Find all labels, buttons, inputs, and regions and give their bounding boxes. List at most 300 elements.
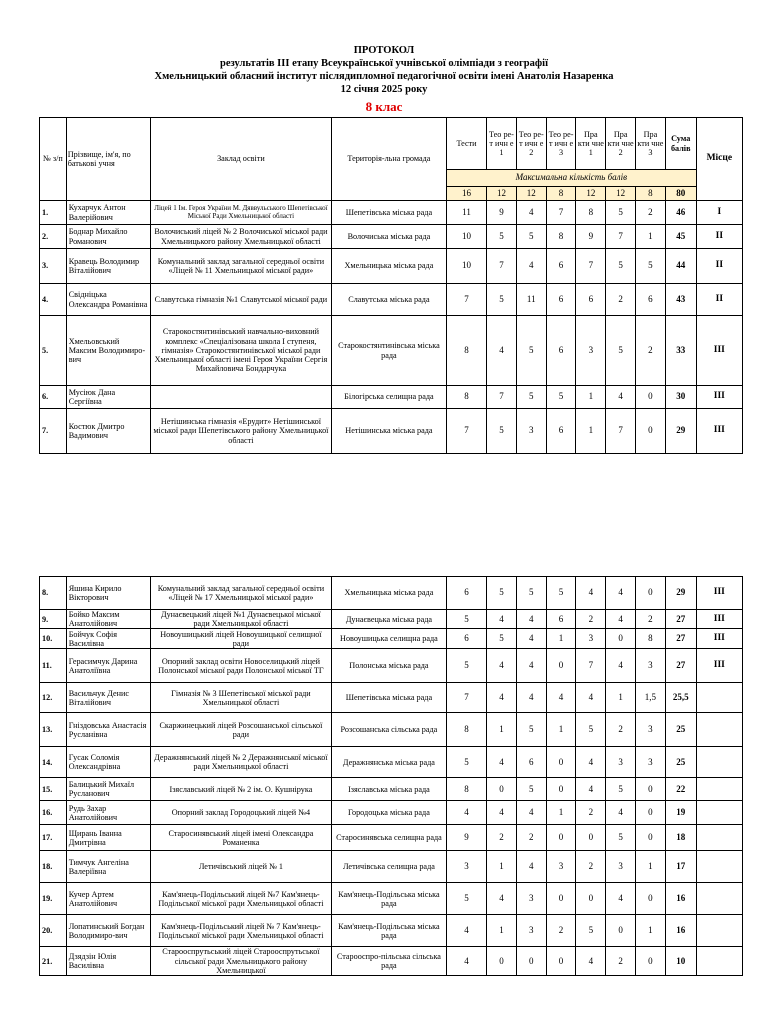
score-cell: 4: [576, 747, 606, 778]
territory: Славутська міська рада: [331, 284, 446, 316]
sum-cell: 16: [665, 915, 696, 947]
score-cell: 4: [516, 249, 546, 284]
score-cell: 0: [606, 629, 636, 649]
score-cell: 5: [446, 649, 486, 683]
score-cell: 5: [516, 316, 546, 386]
score-cell: 5: [606, 316, 636, 386]
score-cell: 3: [446, 851, 486, 883]
territory: Білогірська селищна рада: [331, 386, 446, 409]
student-name: Мусіюк Дана Сергіївна: [66, 386, 150, 409]
table-row: [40, 249, 743, 284]
sum-cell: 30: [665, 386, 696, 409]
territory: Шепетівська міська рада: [331, 683, 446, 713]
score-cell: 7: [446, 683, 486, 713]
results-table-page1: [39, 117, 743, 454]
doc-subtitle: результатів ІІІ етапу Всеукраїнської учнівської олімпіади з географії: [220, 58, 548, 69]
row-number: 11.: [40, 649, 67, 683]
score-cell: 2: [636, 610, 666, 629]
score-cell: 4: [487, 316, 517, 386]
score-cell: 5: [487, 284, 517, 316]
student-name: Хмельовський Максим Володимиро-вич: [66, 316, 150, 386]
score-cell: 3: [546, 851, 576, 883]
score-cell: 8: [636, 629, 666, 649]
score-cell: 6: [546, 409, 576, 454]
score-cell: 6: [546, 284, 576, 316]
table-row: [40, 610, 743, 629]
sum-cell: 22: [665, 778, 696, 801]
territory: Старокостянтинівська міська рада: [331, 316, 446, 386]
max-score: 16: [446, 187, 486, 201]
score-cell: 4: [487, 610, 517, 629]
table-row: [40, 577, 743, 610]
table-row: [40, 386, 743, 409]
student-name: Щирань Іванна Дмитрівна: [66, 825, 150, 851]
sum-cell: 45: [665, 225, 696, 249]
score-cell: 3: [636, 649, 666, 683]
sum-cell: 33: [665, 316, 696, 386]
score-cell: 0: [636, 883, 666, 915]
score-cell: 4: [606, 577, 636, 610]
score-cell: 7: [576, 249, 606, 284]
score-cell: 5: [516, 386, 546, 409]
row-number: 1.: [40, 201, 67, 225]
max-score: 12: [576, 187, 606, 201]
student-name: Балицький Михаїл Русланович: [66, 778, 150, 801]
score-cell: 5: [516, 225, 546, 249]
col-t3: Тео ре-т ичн е 3: [546, 118, 576, 170]
school-name: Волочиський ліцей № 2 Волочиської міської ради Хмельницького району Хмельницької області: [150, 225, 331, 249]
sum-cell: 43: [665, 284, 696, 316]
score-cell: 1: [636, 915, 666, 947]
score-cell: 2: [606, 713, 636, 747]
score-cell: 4: [446, 801, 486, 825]
max-score: 12: [606, 187, 636, 201]
row-number: 20.: [40, 915, 67, 947]
score-cell: 0: [636, 577, 666, 610]
score-cell: 4: [446, 947, 486, 976]
row-number: 10.: [40, 629, 67, 649]
col-tests: Тести: [446, 118, 486, 170]
score-cell: 5: [546, 577, 576, 610]
score-cell: 3: [606, 851, 636, 883]
score-cell: 8: [446, 713, 486, 747]
student-name: Боднар Михайло Романович: [66, 225, 150, 249]
table-row: [40, 225, 743, 249]
col-territory: Територія-льна громада: [331, 118, 446, 201]
territory: Волочиська міська рада: [331, 225, 446, 249]
score-cell: 4: [516, 201, 546, 225]
score-cell: 6: [546, 249, 576, 284]
sum-cell: 27: [665, 610, 696, 629]
table-row: [40, 649, 743, 683]
score-cell: 5: [606, 778, 636, 801]
score-cell: 4: [487, 683, 517, 713]
student-name: Свідніцька Олександра Романівна: [66, 284, 150, 316]
score-cell: 6: [446, 577, 486, 610]
school-name: Деражнянський ліцей № 2 Деражнянської міської ради Хмельницької області: [150, 747, 331, 778]
score-cell: 0: [576, 883, 606, 915]
sum-cell: 18: [665, 825, 696, 851]
table-row: [40, 201, 743, 225]
col-p1: Пра кти чне 1: [576, 118, 606, 170]
score-cell: 3: [516, 883, 546, 915]
score-cell: 0: [636, 947, 666, 976]
school-name: [150, 386, 331, 409]
score-cell: 6: [546, 316, 576, 386]
col-t2: Тео ре-т ичн е 2: [516, 118, 546, 170]
score-cell: 0: [546, 778, 576, 801]
score-cell: 0: [546, 747, 576, 778]
table-row: [40, 915, 743, 947]
score-cell: 6: [446, 629, 486, 649]
score-cell: 1: [576, 409, 606, 454]
max-score: 8: [636, 187, 666, 201]
col-t1: Тео ре-т ичн е 1: [487, 118, 517, 170]
score-cell: 5: [576, 915, 606, 947]
score-cell: 8: [446, 386, 486, 409]
place-cell: III: [696, 316, 742, 386]
score-cell: 0: [546, 825, 576, 851]
col-num: № з/п: [40, 118, 67, 201]
score-cell: 5: [606, 249, 636, 284]
score-cell: 7: [606, 225, 636, 249]
table-row: [40, 947, 743, 976]
row-number: 19.: [40, 883, 67, 915]
score-cell: 9: [446, 825, 486, 851]
score-cell: 3: [576, 629, 606, 649]
school-name: Комунальний заклад загальної середньої освіти «Ліцей № 11 Хмельницької міської ради»: [150, 249, 331, 284]
school-name: Новоушицький ліцей Новоушицької селищної ради: [150, 629, 331, 649]
score-cell: 7: [606, 409, 636, 454]
max-score: 12: [516, 187, 546, 201]
sum-cell: 46: [665, 201, 696, 225]
score-cell: 1,5: [636, 683, 666, 713]
score-cell: 7: [487, 386, 517, 409]
place-cell: [696, 851, 742, 883]
score-cell: 9: [487, 201, 517, 225]
row-number: 15.: [40, 778, 67, 801]
sum-cell: 19: [665, 801, 696, 825]
max-score-sum: 80: [665, 187, 696, 201]
territory: Дунаєвецька міська рада: [331, 610, 446, 629]
score-cell: 0: [546, 649, 576, 683]
score-cell: 4: [487, 649, 517, 683]
place-cell: III: [696, 409, 742, 454]
score-cell: 6: [636, 284, 666, 316]
student-name: Лопатинський Богдан Володимиро-вич: [66, 915, 150, 947]
sum-cell: 10: [665, 947, 696, 976]
score-cell: 1: [487, 851, 517, 883]
place-cell: III: [696, 386, 742, 409]
score-cell: 4: [516, 629, 546, 649]
table-row: [40, 747, 743, 778]
score-cell: 0: [606, 915, 636, 947]
col-p2: Пра кти чне 2: [606, 118, 636, 170]
score-cell: 10: [446, 225, 486, 249]
score-cell: 6: [516, 747, 546, 778]
score-cell: 5: [636, 249, 666, 284]
student-name: Гніздовська Анастасія Русланівна: [66, 713, 150, 747]
row-number: 3.: [40, 249, 67, 284]
score-cell: 0: [636, 386, 666, 409]
territory: Деражнянська міська рада: [331, 747, 446, 778]
place-cell: III: [696, 649, 742, 683]
score-cell: 2: [576, 851, 606, 883]
school-name: Старооспрутьський ліцей Старооспрутьської сільської ради Хмельницького району Хмельницької: [150, 947, 331, 976]
sum-cell: 16: [665, 883, 696, 915]
table-row: [40, 778, 743, 801]
sum-cell: 27: [665, 629, 696, 649]
score-cell: 1: [636, 225, 666, 249]
place-cell: [696, 825, 742, 851]
sum-cell: 29: [665, 577, 696, 610]
score-cell: 4: [546, 683, 576, 713]
score-cell: 0: [636, 409, 666, 454]
score-cell: 5: [487, 409, 517, 454]
score-cell: 1: [636, 851, 666, 883]
score-cell: 2: [606, 284, 636, 316]
col-name: Прізвище, ім'я, по батькові учня: [66, 118, 150, 201]
school-name: Опорний заклад освіти Новоселицький ліцей Полонської міської ради Полонської міської ТГ: [150, 649, 331, 683]
place-cell: I: [696, 201, 742, 225]
row-number: 4.: [40, 284, 67, 316]
score-cell: 2: [546, 915, 576, 947]
score-cell: 2: [576, 801, 606, 825]
place-cell: [696, 947, 742, 976]
score-cell: 2: [636, 316, 666, 386]
student-name: Бойчук Софія Василівна: [66, 629, 150, 649]
row-number: 7.: [40, 409, 67, 454]
score-cell: 4: [606, 386, 636, 409]
score-cell: 0: [636, 825, 666, 851]
territory: Нетішинська міська рада: [331, 409, 446, 454]
row-number: 9.: [40, 610, 67, 629]
score-cell: 7: [576, 649, 606, 683]
table-row: [40, 316, 743, 386]
sum-cell: 44: [665, 249, 696, 284]
max-score: 8: [546, 187, 576, 201]
score-cell: 1: [606, 683, 636, 713]
score-cell: 4: [606, 610, 636, 629]
row-number: 6.: [40, 386, 67, 409]
school-name: Летичівський ліцей № 1: [150, 851, 331, 883]
school-name: Опорний заклад Городоцький ліцей №4: [150, 801, 331, 825]
score-cell: 0: [546, 883, 576, 915]
score-cell: 4: [516, 801, 546, 825]
territory: Старооспро-пільська сільська рада: [331, 947, 446, 976]
score-cell: 7: [446, 284, 486, 316]
score-cell: 0: [546, 947, 576, 976]
student-name: Гусак Соломія Олександрівна: [66, 747, 150, 778]
score-cell: 6: [576, 284, 606, 316]
school-name: Комунальний заклад загальної середньої освіти «Ліцей № 17 Хмельницької міської ради»: [150, 577, 331, 610]
score-cell: 8: [546, 225, 576, 249]
score-cell: 4: [446, 915, 486, 947]
territory: Кам'янець-Подільська міська рада: [331, 915, 446, 947]
score-cell: 4: [576, 947, 606, 976]
score-cell: 6: [546, 610, 576, 629]
table-header-row: [40, 118, 743, 170]
score-cell: 11: [516, 284, 546, 316]
school-name: Дунаєвецький ліцей №1 Дунаєвецької міської ради Хмельницької області: [150, 610, 331, 629]
score-cell: 4: [576, 683, 606, 713]
score-cell: 8: [446, 316, 486, 386]
score-cell: 1: [546, 629, 576, 649]
score-cell: 0: [636, 801, 666, 825]
place-cell: III: [696, 577, 742, 610]
table-row: [40, 409, 743, 454]
territory: Ізяславська міська рада: [331, 778, 446, 801]
score-cell: 3: [516, 915, 546, 947]
col-sum: Сума балів: [665, 118, 696, 170]
student-name: Кухарчук Антон Валерійович: [66, 201, 150, 225]
place-cell: [696, 778, 742, 801]
score-cell: 4: [606, 649, 636, 683]
table-row: [40, 629, 743, 649]
score-cell: 5: [487, 629, 517, 649]
doc-institute: Хмельницький обласний інститут післядипломної педагогічної освіти імені Анатолія Назаренка: [154, 71, 614, 82]
score-cell: 3: [636, 713, 666, 747]
score-cell: 1: [576, 386, 606, 409]
place-cell: II: [696, 249, 742, 284]
score-cell: 11: [446, 201, 486, 225]
score-cell: 8: [576, 201, 606, 225]
school-name: Ізяславський ліцей № 2 ім. О. Кушнірука: [150, 778, 331, 801]
score-cell: 7: [487, 249, 517, 284]
table-row: [40, 851, 743, 883]
results-table-page2: [39, 576, 743, 976]
student-name: Кучер Артем Анатолійович: [66, 883, 150, 915]
row-number: 2.: [40, 225, 67, 249]
score-cell: 5: [576, 713, 606, 747]
score-cell: 0: [576, 825, 606, 851]
row-number: 13.: [40, 713, 67, 747]
place-cell: [696, 713, 742, 747]
doc-date: 12 січня 2025 року: [340, 84, 428, 95]
score-cell: 0: [516, 947, 546, 976]
score-cell: 4: [516, 851, 546, 883]
score-cell: 3: [606, 747, 636, 778]
score-cell: 2: [606, 947, 636, 976]
school-name: Гімназія № 3 Шепетівської міської ради Хмельницької області: [150, 683, 331, 713]
score-cell: 4: [576, 778, 606, 801]
table-row: [40, 801, 743, 825]
place-cell: III: [696, 610, 742, 629]
score-cell: 4: [606, 801, 636, 825]
school-name: Старосинявський ліцей імені Олександра Романенка: [150, 825, 331, 851]
student-name: Бойко Максим Анатолійович: [66, 610, 150, 629]
score-cell: 0: [487, 947, 517, 976]
school-name: Кам'янець-Подільський ліцей №7 Кам'янець-Подільської міської ради Хмельницької області: [150, 883, 331, 915]
score-cell: 5: [516, 577, 546, 610]
place-cell: II: [696, 225, 742, 249]
place-cell: [696, 801, 742, 825]
student-name: Герасимчук Дарина Анатоліївна: [66, 649, 150, 683]
student-name: Васильчук Денис Віталійович: [66, 683, 150, 713]
sum-cell: 25: [665, 747, 696, 778]
score-cell: 2: [636, 201, 666, 225]
territory: Хмельницька міська рада: [331, 249, 446, 284]
row-number: 18.: [40, 851, 67, 883]
school-name: Кам'янець-Подільський ліцей № 7 Кам'янець-Подільської міської ради Хмельницької області: [150, 915, 331, 947]
sum-cell: 27: [665, 649, 696, 683]
score-cell: 0: [487, 778, 517, 801]
table-row: [40, 683, 743, 713]
score-cell: 4: [576, 577, 606, 610]
row-number: 14.: [40, 747, 67, 778]
max-scores-label: Максимальна кількість балів: [446, 170, 696, 187]
place-cell: [696, 915, 742, 947]
row-number: 17.: [40, 825, 67, 851]
score-cell: 1: [546, 801, 576, 825]
table-row: [40, 713, 743, 747]
score-cell: 5: [487, 577, 517, 610]
col-place: Місце: [696, 118, 742, 201]
territory: Розсошанська сільська рада: [331, 713, 446, 747]
score-cell: 0: [636, 778, 666, 801]
place-cell: [696, 747, 742, 778]
score-cell: 1: [487, 713, 517, 747]
place-cell: [696, 683, 742, 713]
score-cell: 5: [446, 883, 486, 915]
territory: Новоушицька селищна рада: [331, 629, 446, 649]
row-number: 5.: [40, 316, 67, 386]
grade-label: 8 клас: [365, 99, 403, 114]
sum-cell: 29: [665, 409, 696, 454]
place-cell: III: [696, 629, 742, 649]
territory: Хмельницька міська рада: [331, 577, 446, 610]
territory: Кам'янець-Подільська міська рада: [331, 883, 446, 915]
place-cell: [696, 883, 742, 915]
score-cell: 3: [516, 409, 546, 454]
territory: Старосинявська селищна рада: [331, 825, 446, 851]
score-cell: 5: [606, 825, 636, 851]
score-cell: 10: [446, 249, 486, 284]
score-cell: 5: [516, 713, 546, 747]
score-cell: 8: [446, 778, 486, 801]
score-cell: 9: [576, 225, 606, 249]
doc-title: ПРОТОКОЛ: [353, 45, 415, 56]
student-name: Яшина Кирило Вікторович: [66, 577, 150, 610]
territory: Шепетівська міська рада: [331, 201, 446, 225]
school-name: Старокостянтинівський навчально-виховний комплекс «Спеціалізована школа І ступеня, гімназія» Старокостянтинівської міської ради Хмельницької області імені Героя України Сергія Михайловича Бондарчука: [150, 316, 331, 386]
school-name: Нетішинська гімназія «Ерудит» Нетішинської міської ради Шепетівського району Хмельницької області: [150, 409, 331, 454]
score-cell: 2: [576, 610, 606, 629]
score-cell: 7: [446, 409, 486, 454]
sum-cell: 25: [665, 713, 696, 747]
score-cell: 5: [516, 778, 546, 801]
score-cell: 4: [516, 683, 546, 713]
student-name: Кравець Володимир Віталійович: [66, 249, 150, 284]
student-name: Тимчук Ангеліна Валеріївна: [66, 851, 150, 883]
score-cell: 4: [487, 801, 517, 825]
score-cell: 5: [546, 386, 576, 409]
score-cell: 5: [606, 201, 636, 225]
territory: Летичівська селищна рада: [331, 851, 446, 883]
table-row: [40, 284, 743, 316]
row-number: 12.: [40, 683, 67, 713]
score-cell: 1: [487, 915, 517, 947]
score-cell: 1: [546, 713, 576, 747]
score-cell: 4: [487, 747, 517, 778]
score-cell: 3: [636, 747, 666, 778]
score-cell: 2: [487, 825, 517, 851]
table-row: [40, 883, 743, 915]
col-school: Заклад освіти: [150, 118, 331, 201]
score-cell: 4: [487, 883, 517, 915]
sum-cell: 25,5: [665, 683, 696, 713]
student-name: Рудь Захар Анатолійович: [66, 801, 150, 825]
